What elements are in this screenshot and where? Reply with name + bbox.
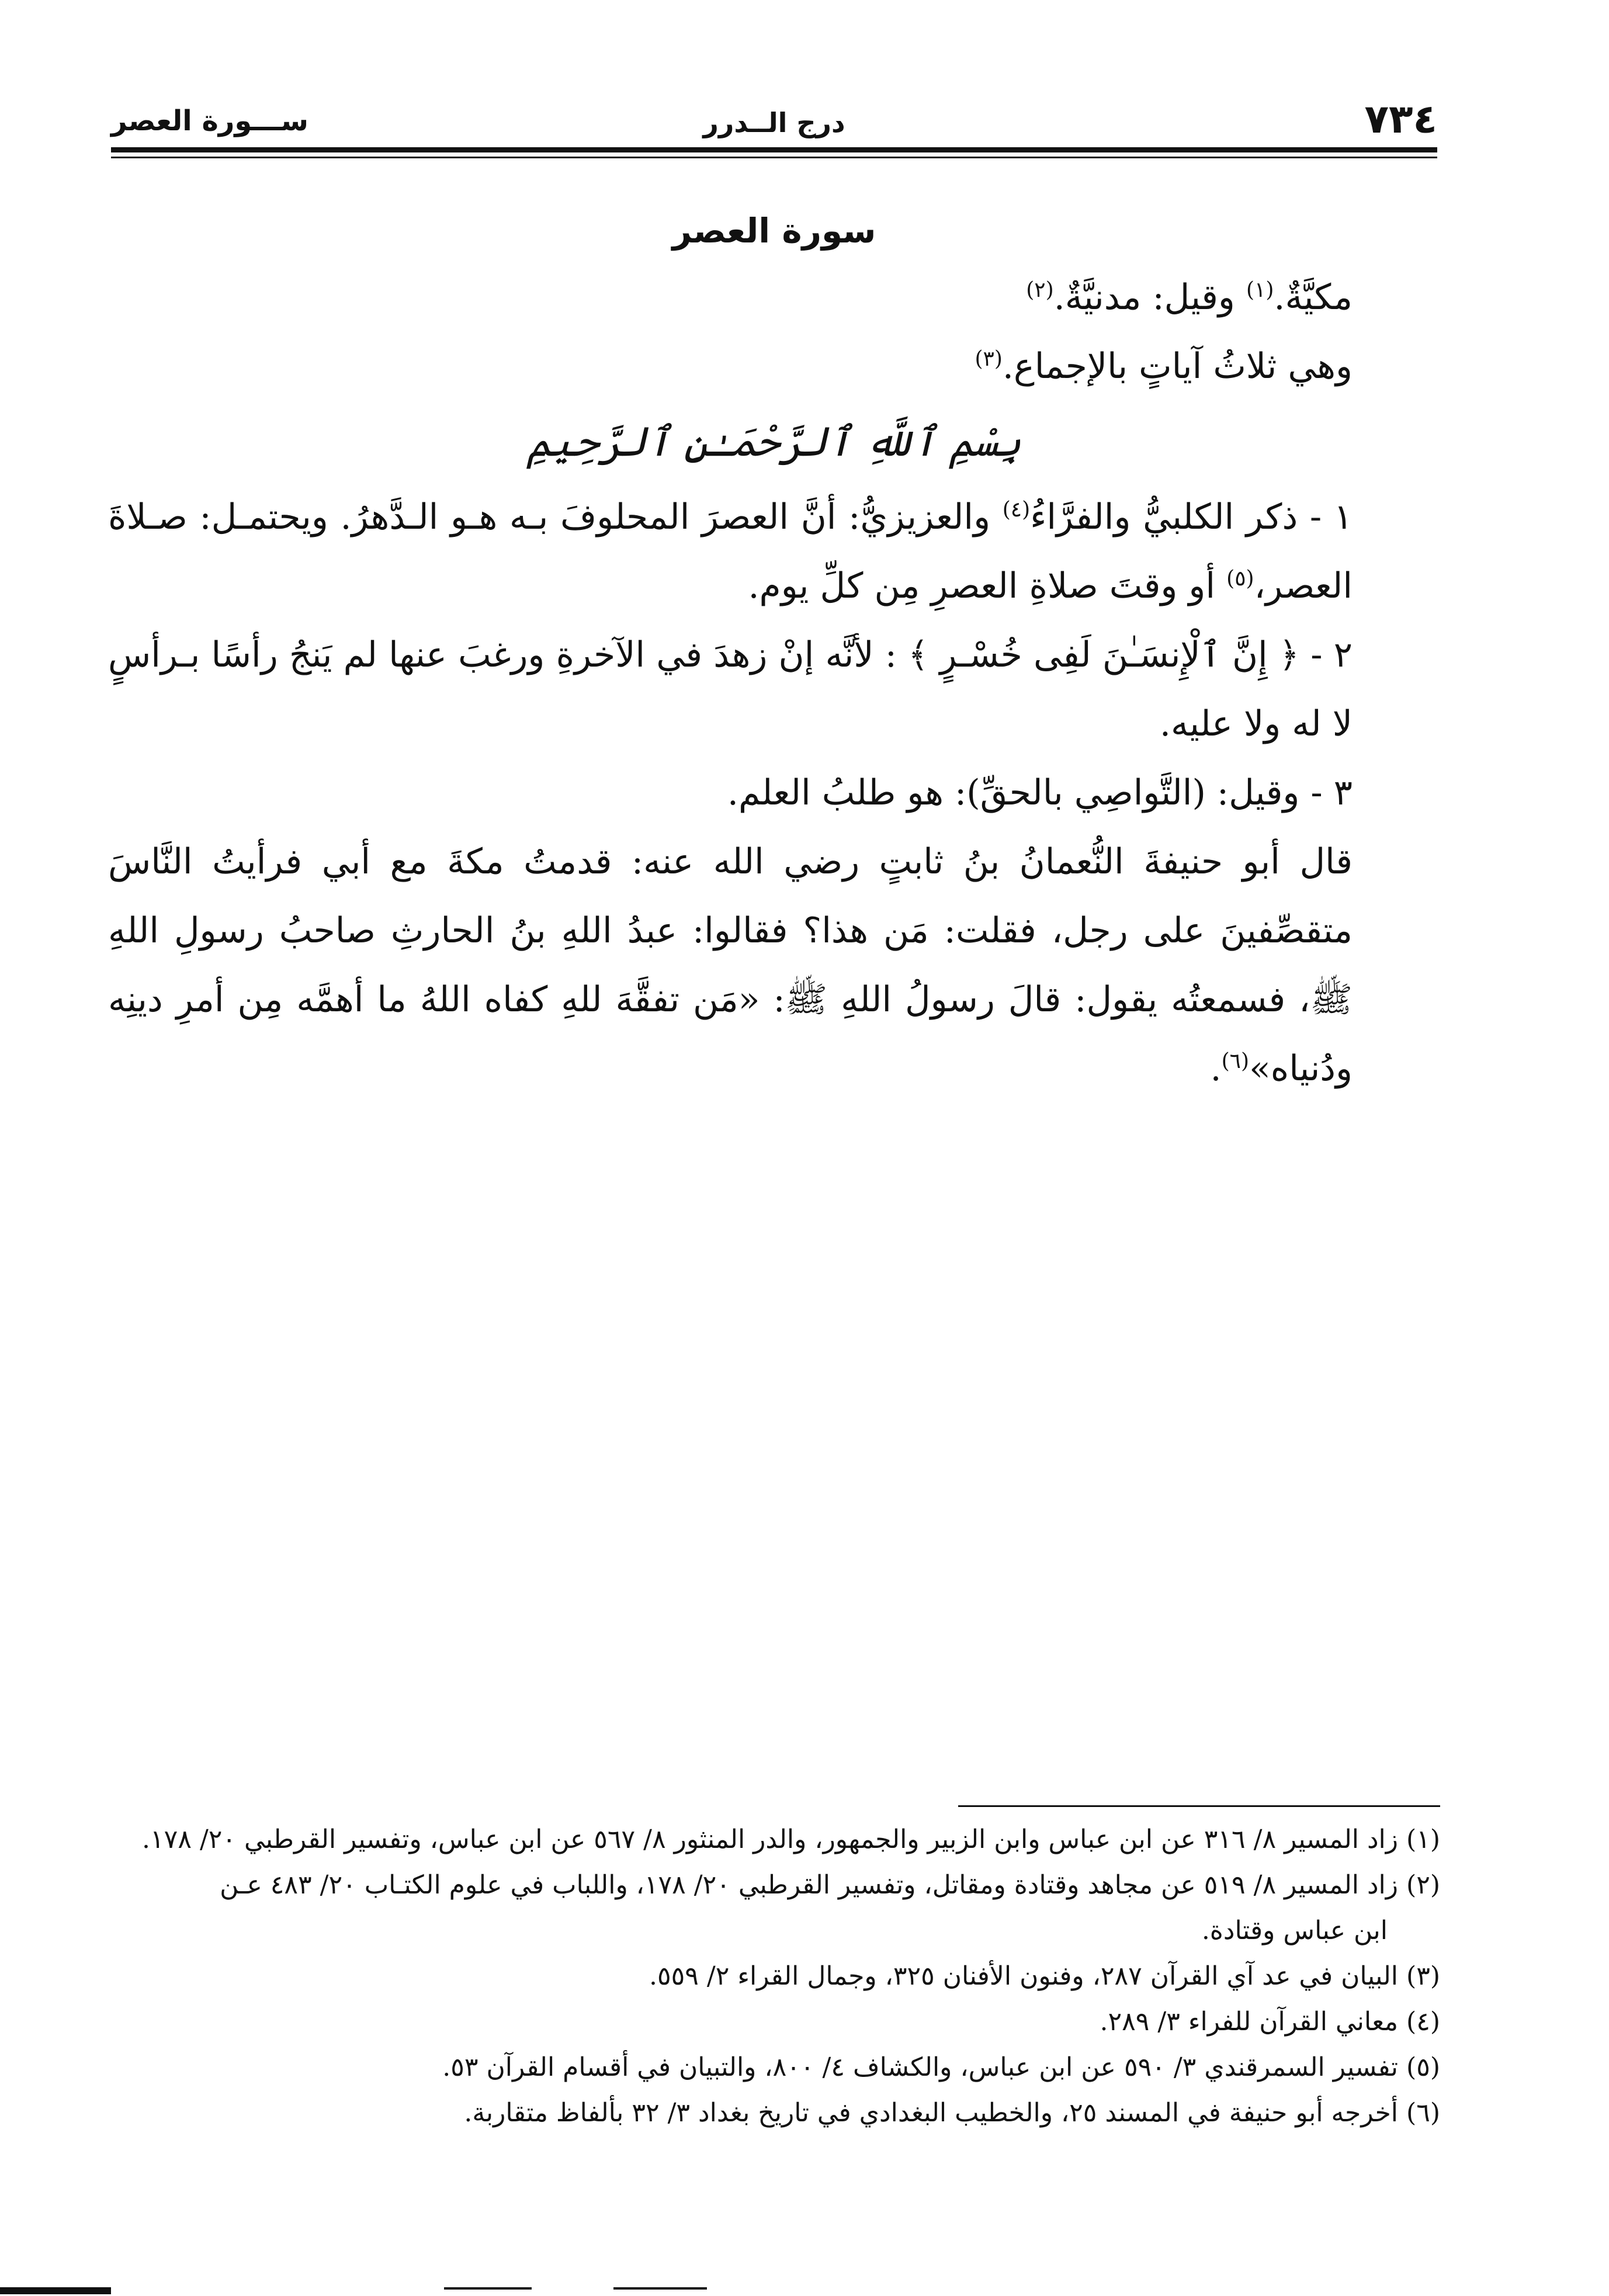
surah-heading: سورة العصر bbox=[672, 211, 876, 251]
intro-line-1 bbox=[108, 263, 1440, 332]
intro-makkiyya: مكيَّةٌ. bbox=[1274, 277, 1353, 318]
scan-edge-mark bbox=[0, 2287, 111, 2294]
main-text bbox=[108, 199, 1440, 1103]
book-title: درج الــدرر bbox=[703, 107, 845, 138]
paragraph-2: ٢ - ﴿ إِنَّ ٱلْإِنسَـٰنَ لَفِى خُسْـرٍ ﴾ : لأنَّه إنْ زهدَ في الآخرةِ ورغبَ عنها لم يَنجُ رأسًا بـرأسٍ لا له ولا عليه. bbox=[108, 634, 1353, 744]
footnote-4: (٤) معاني القرآن للفراء ٣/ ٢٨٩. bbox=[1100, 2007, 1440, 2037]
footnote-5: (٥) تفسير السمرقندي ٣/ ٥٩٠ عن ابن عباس، والكشاف ٤/ ٨٠٠، والتبيان في أقسام القرآن ٥٣. bbox=[442, 2052, 1440, 2082]
footnote-ref-3: (٣) bbox=[975, 347, 1003, 371]
paragraph-4-end: . bbox=[1210, 1048, 1222, 1089]
footnote-ref-6: (٦) bbox=[1221, 1049, 1250, 1073]
paragraph-1-text-c: أو وقتَ صلاةِ العصرِ مِن كلِّ يوم. bbox=[748, 566, 1216, 606]
scan-edge-mark bbox=[444, 2287, 532, 2290]
footnote-ref-5: (٥) bbox=[1226, 567, 1254, 591]
footnote-separator bbox=[958, 1805, 1440, 1807]
paragraph-1-text-a: ١ - ذكر الكلبيُّ والفرَّاءُ bbox=[1030, 497, 1353, 537]
paragraph-4-text: قال أبو حنيفةَ النُّعمانُ بنُ ثابتٍ رضي الله عنه: قدمتُ مكةَ مع أبي فرأيتُ النَّاسَ متقصِّفينَ على رجل، فقلت: مَن هذا؟ فقالوا: عبدُ اللهِ بنُ الحارثِ صاحبُ رسولِ اللهِ ﷺ، فسمعتُه يقول: قالَ رسولُ اللهِ ﷺ: «مَن تفقَّهَ للهِ كفاه اللهُ ما أهمَّه مِن أمرِ دينِه ودُنياه» bbox=[108, 841, 1353, 1089]
footnote-1: (١) زاد المسير ٨/ ٣١٦ عن ابن عباس وابن الزبير والجمهور، والدر المنثور ٨/ ٥٦٧ عن ابن عباس، وتفسير القرطبي ٢٠/ ١٧٨. bbox=[142, 1825, 1440, 1854]
footnote-2: (٢) زاد المسير ٨/ ٥١٩ عن مجاهد وقتادة ومقاتل، وتفسير القرطبي ٢٠/ ١٧٨، واللباب في علوم الكتـاب ٢٠/ ٤٨٣ عـن bbox=[220, 1870, 1440, 1900]
footnote-2-continuation: ابن عباس وقتادة. bbox=[1201, 1916, 1388, 1945]
header-rule-thin bbox=[111, 157, 1437, 158]
footnotes bbox=[108, 1817, 1440, 2136]
footnote-ref-4: (٤) bbox=[1002, 498, 1031, 522]
scan-edge-mark bbox=[613, 2287, 707, 2290]
footnote-6: (٦) أخرجه أبو حنيفة في المسند ٢٥، والخطيب البغدادي في تاريخ بغداد ٣/ ٣٢ بألفاظ متقاربة. bbox=[464, 2098, 1440, 2128]
intro-madaniyya: وقيل: مدنيَّةٌ. bbox=[1053, 277, 1235, 318]
footnote-ref-2: (٢) bbox=[1026, 278, 1054, 302]
header-rule bbox=[111, 147, 1437, 152]
intro-verse-count: وهي ثلاثُ آياتٍ بالإجماع. bbox=[1002, 346, 1353, 387]
footnote-3: (٣) البيان في عد آي القرآن ٢٨٧، وفنون الأفنان ٣٢٥، وجمال القراء ٢/ ٥٥٩. bbox=[649, 1961, 1440, 1991]
page-number: ٧٣٤ bbox=[1364, 96, 1437, 143]
paragraph-3: ٣ - وقيل: (التَّواصِي بالحقِّ): هو طلبُ العلم. bbox=[727, 772, 1353, 813]
paragraph-4 bbox=[108, 827, 1440, 1103]
running-surah-title: ســـورة العصر bbox=[111, 105, 308, 137]
paragraph-1 bbox=[108, 483, 1440, 620]
paragraph-1-text-b: والعزيزيُّ: أنَّ العصرَ المحلوفَ بـه هـو الـدَّهرُ. ويحتمـل: صـلاةَ العصر، bbox=[108, 497, 1353, 606]
footnote-ref-1: (١) bbox=[1246, 278, 1274, 302]
intro-line-2 bbox=[108, 332, 1440, 401]
running-header bbox=[111, 96, 1437, 149]
basmala: بِسْمِ ٱللَّهِ ٱلرَّحْمَـٰنِ ٱلرَّحِيمِ bbox=[526, 418, 1022, 466]
